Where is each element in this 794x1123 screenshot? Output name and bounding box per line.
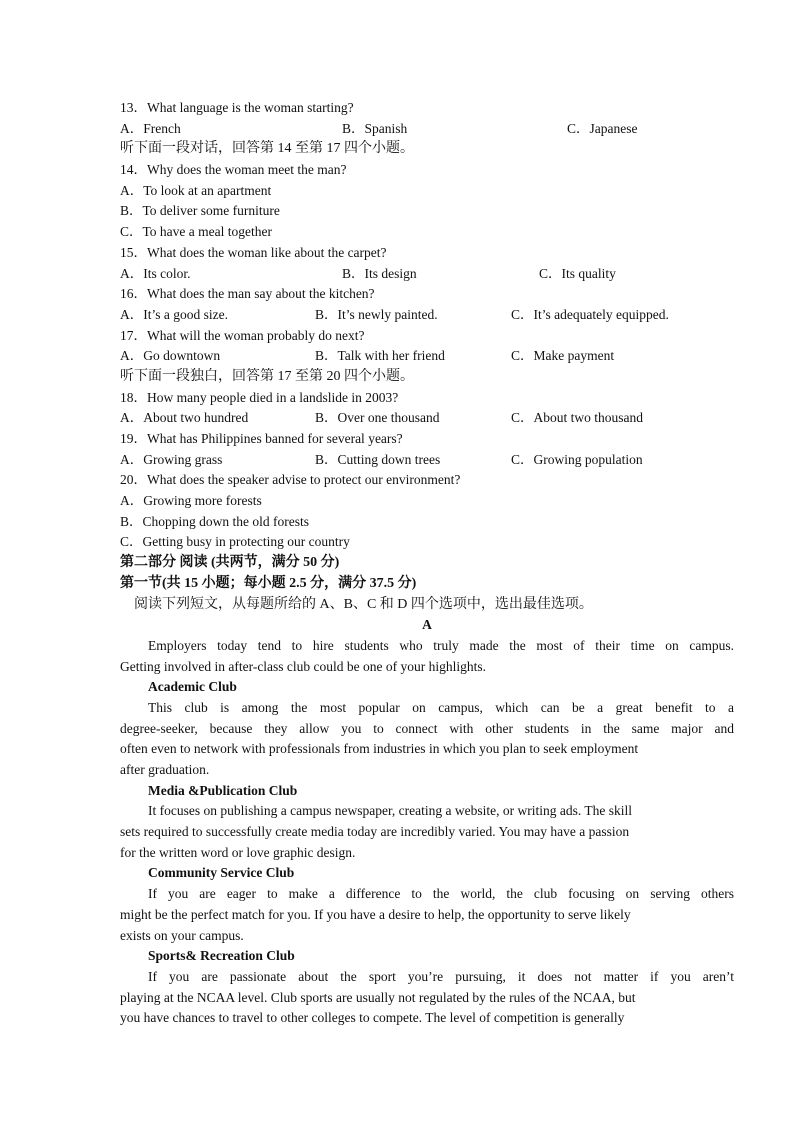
option-a: A．Its color.	[120, 265, 191, 281]
option-c: C．Make payment	[511, 348, 615, 364]
intro-line-1: Employers today tend to hire students who truly made the most of their time on campus.	[148, 637, 734, 653]
option-b: B．To deliver some furniture	[120, 203, 280, 219]
option-a: A．To look at an apartment	[120, 182, 272, 198]
reading-instruction: 阅读下列短文，从每题所给的 A、B、C 和 D 四个选项中，选出最佳选项。	[134, 596, 593, 612]
sports-club-title: Sports& Recreation Club	[148, 948, 295, 964]
community-club-title: Community Service Club	[148, 865, 295, 881]
option-c: C．Getting busy in protecting our country	[120, 534, 350, 550]
option-b: B．Chopping down the old forests	[120, 513, 309, 529]
community-line-3: exists on your campus.	[120, 927, 244, 943]
academic-club-title: Academic Club	[148, 679, 237, 695]
community-line-1: If you are eager to make a difference to the world, the club focusing on serving others	[148, 886, 734, 902]
question-18: 18．How many people died in a landslide in 2003?	[120, 389, 399, 405]
academic-line-1: This club is among the most popular on campus, which can be a great benefit to a	[148, 699, 734, 715]
option-c: C．Japanese	[567, 120, 638, 136]
options-18	[120, 408, 734, 429]
question-16: 16．What does the man say about the kitchen?	[120, 286, 375, 302]
question-15: 15．What does the woman like about the carpet?	[120, 244, 387, 260]
option-a: A．Growing more forests	[120, 493, 262, 509]
option-b: B．Spanish	[342, 120, 408, 136]
option-a: A．Go downtown	[120, 348, 221, 364]
question-14: 14．Why does the woman meet the man?	[120, 162, 347, 178]
media-line-3: for the written word or love graphic design.	[120, 844, 356, 860]
question-13: 13．What language is the woman starting?	[120, 100, 354, 115]
media-line-1: It focuses on publishing a campus newspaper, creating a website, or writing ads. The skill	[148, 803, 632, 819]
option-a: A．About two hundred	[120, 410, 249, 426]
media-club-title: Media &Publication Club	[148, 782, 298, 798]
options-19	[120, 450, 734, 471]
question-19: 19．What has Philippines banned for several years?	[120, 431, 403, 446]
instruction-17-20: 听下面一段独白，回答第 17 至第 20 四个小题。	[120, 368, 414, 384]
option-b: B．Talk with her friend	[315, 348, 445, 364]
part-title: 第二部分 阅读 (共两节，满分 50 分)	[120, 555, 340, 571]
options-13	[120, 119, 734, 140]
option-c: C．About two thousand	[511, 410, 644, 426]
instruction-14-17: 听下面一段对话，回答第 14 至第 17 四个小题。	[120, 141, 414, 157]
option-b: B．Cutting down trees	[315, 451, 441, 467]
sports-line-2: playing at the NCAA level. Club sports are usually not regulated by the rules of the NCAA, but	[120, 989, 636, 1005]
option-a: A．French	[120, 120, 181, 136]
question-20: 20．What does the speaker advise to protect our environment?	[120, 472, 461, 488]
academic-line-2: degree-seeker, because they allow you to connect with other students in the same major and	[120, 720, 734, 736]
options-16	[120, 305, 734, 326]
options-15	[120, 264, 734, 285]
options-17	[120, 346, 734, 367]
exam-page	[120, 98, 734, 1029]
option-c: C．Its quality	[539, 265, 616, 281]
media-line-2: sets required to successfully create media today are incredibly varied. You may have a passion	[120, 824, 630, 840]
option-c: C．To have a meal together	[120, 224, 273, 240]
sports-line-3: you have chances to travel to other colleges to compete. The level of competition is generally	[120, 1010, 625, 1026]
sports-line-1: If you are passionate about the sport you’re pursuing, it does not matter if you aren’t	[148, 968, 734, 984]
question-17: 17．What will the woman probably do next?	[120, 327, 365, 343]
academic-line-4: after graduation.	[120, 762, 210, 777]
option-a: A．It’s a good size.	[120, 306, 228, 322]
option-c: C．It’s adequately equipped.	[511, 306, 669, 322]
option-a: A．Growing grass	[120, 451, 223, 467]
option-c: C．Growing population	[511, 451, 643, 467]
community-line-2: might be the perfect match for you. If you have a desire to help, the opportunity to serve likely	[120, 906, 631, 922]
option-b: B．Its design	[342, 265, 417, 281]
intro-line-2: Getting involved in after-class club could be one of your highlights.	[120, 658, 487, 674]
academic-line-3: often even to network with professionals from industries in which you plan to seek employment	[120, 741, 639, 757]
option-b: B．Over one thousand	[315, 410, 440, 426]
section-title: 第一节(共 15 小题；每小题 2.5 分，满分 37.5 分)	[120, 575, 417, 591]
option-b: B．It’s newly painted.	[315, 306, 438, 322]
passage-label: A	[422, 617, 432, 633]
